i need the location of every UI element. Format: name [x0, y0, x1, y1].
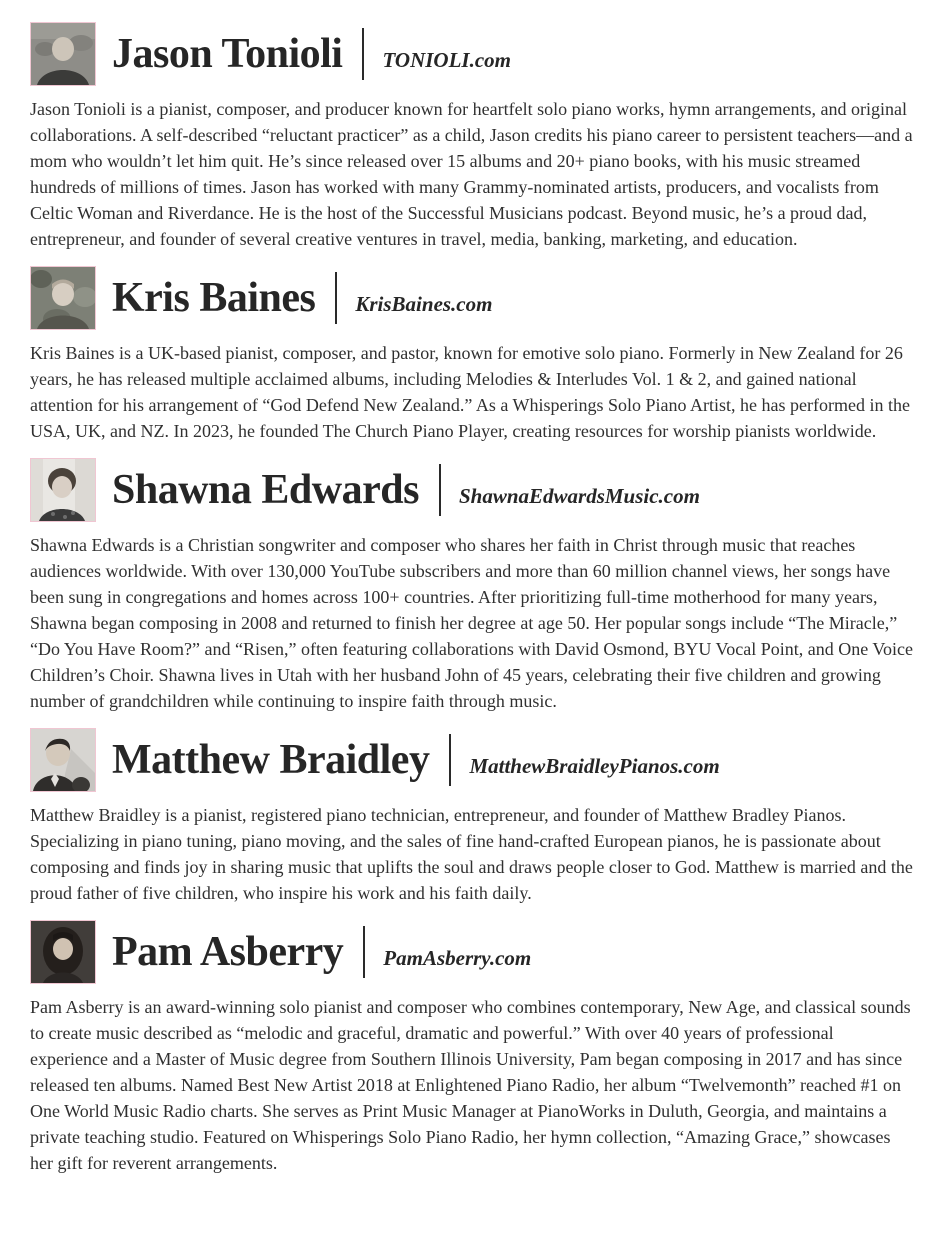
name-site-divider-bar [362, 28, 364, 80]
profile-bio: Pam Asberry is an award-winning solo pianist and composer who combines contemporary, New Age, and classical sounds to create music described as “melodic and graceful, dramatic and powerful.” With over 40 years of professional experience and a Master of Music degree from Southern Illinois University, Pam began composing in 2017 and has since released ten albums. Named Best New Artist 2018 at Enlightened Piano Radio, her album “Twelvemonth” reached #1 on One World Music Radio charts. She serves as Print Music Manager at PianoWorks in Duluth, Georgia, and maintains a private teaching studio. Featured on Whisperings Solo Piano Radio, her hymn collection, “Amazing Grace,” showcases her gift for reverent arrangements. [30, 997, 911, 1173]
profile-bio: Jason Tonioli is a pianist, composer, and producer known for heartfelt solo piano works, hymn arrangements, and original collaborations. A self-described “reluctant practicer” as a child, Jason credits his piano career to persistent teachers—and a mom who wouldn’t let him quit. He’s since released over 15 albums and 20+ piano books, with his music streamed hundreds of millions of times. Jason has worked with many Grammy-nominated artists, producers, and vocalists from Celtic Woman and Riverdance. He is the host of the Successful Musicians podcast. Beyond music, he’s a proud dad, entrepreneur, and founder of several creative ventures in travel, media, banking, marketing, and education. [30, 99, 913, 249]
name-site-divider-bar [363, 926, 365, 978]
profile-section-matthew-braidley [30, 728, 914, 906]
profile-name: Shawna Edwards [112, 467, 419, 513]
profile-header [30, 266, 914, 330]
profile-section-shawna-edwards [30, 458, 914, 714]
profile-name: Matthew Braidley [112, 737, 430, 783]
kris-baines-photo [30, 266, 96, 330]
profile-name: Jason Tonioli [112, 31, 343, 77]
profile-header [30, 22, 914, 86]
jason-tonioli-photo [30, 22, 96, 86]
profile-section-kris-baines [30, 266, 914, 444]
profile-website: MatthewBraidleyPianos.com [469, 753, 720, 778]
profile-website: PamAsberry.com [383, 945, 532, 970]
profile-section-jason-tonioli [30, 22, 914, 252]
shawna-edwards-photo [30, 458, 96, 522]
pam-asberry-photo [30, 920, 96, 984]
matthew-braidley-photo [30, 728, 96, 792]
profile-name: Pam Asberry [112, 929, 344, 975]
name-site-divider-bar [335, 272, 337, 324]
profile-header [30, 458, 914, 522]
profile-bio: Matthew Braidley is a pianist, registered piano technician, entrepreneur, and founder of Matthew Bradley Pianos. Specializing in piano tuning, piano moving, and the sales of fine hand-crafted European pianos, he is passionate about composing and finds joy in sharing music that uplifts the soul and draws people closer to God. Matthew is married and the proud father of five children, who inspire his work and his faith daily. [30, 805, 913, 903]
profile-header [30, 728, 914, 792]
profile-website: ShawnaEdwardsMusic.com [458, 483, 700, 508]
profile-website: TONIOLI.com [382, 47, 511, 72]
profile-header [30, 920, 914, 984]
name-site-divider-bar [439, 464, 441, 516]
profile-name: Kris Baines [112, 275, 316, 321]
profile-website: KrisBaines.com [355, 291, 493, 316]
name-site-divider-bar [449, 734, 451, 786]
profile-section-pam-asberry [30, 920, 914, 1176]
profile-bio: Shawna Edwards is a Christian songwriter and composer who shares her faith in Christ through music that reaches audiences worldwide. With over 130,000 YouTube subscribers and more than 60 million channel views, her songs have been sung in congregations and homes across 100+ countries. After prioritizing full-time motherhood for many years, Shawna began composing in 2008 and returned to finish her degree at age 50. Her popular songs include “The Miracle,” “Do You Have Room?” and “Risen,” often featuring collaborations with David Osmond, BYU Vocal Point, and One Voice Children’s Choir. Shawna lives in Utah with her husband John of 45 years, celebrating their five children and growing number of grandchildren while continuing to inspire faith through music. [30, 535, 914, 711]
profile-bio: Kris Baines is a UK-based pianist, composer, and pastor, known for emotive solo piano. Formerly in New Zealand for 26 years, he has released multiple acclaimed albums, including Melodies & Interludes Vol. 1 & 2, and gained national attention for his arrangement of “God Defend New Zealand.” As a Whisperings Solo Piano Artist, he has performed in the USA, UK, and NZ. In 2023, he founded The Church Piano Player, creating resources for worship pianists worldwide. [30, 343, 910, 441]
